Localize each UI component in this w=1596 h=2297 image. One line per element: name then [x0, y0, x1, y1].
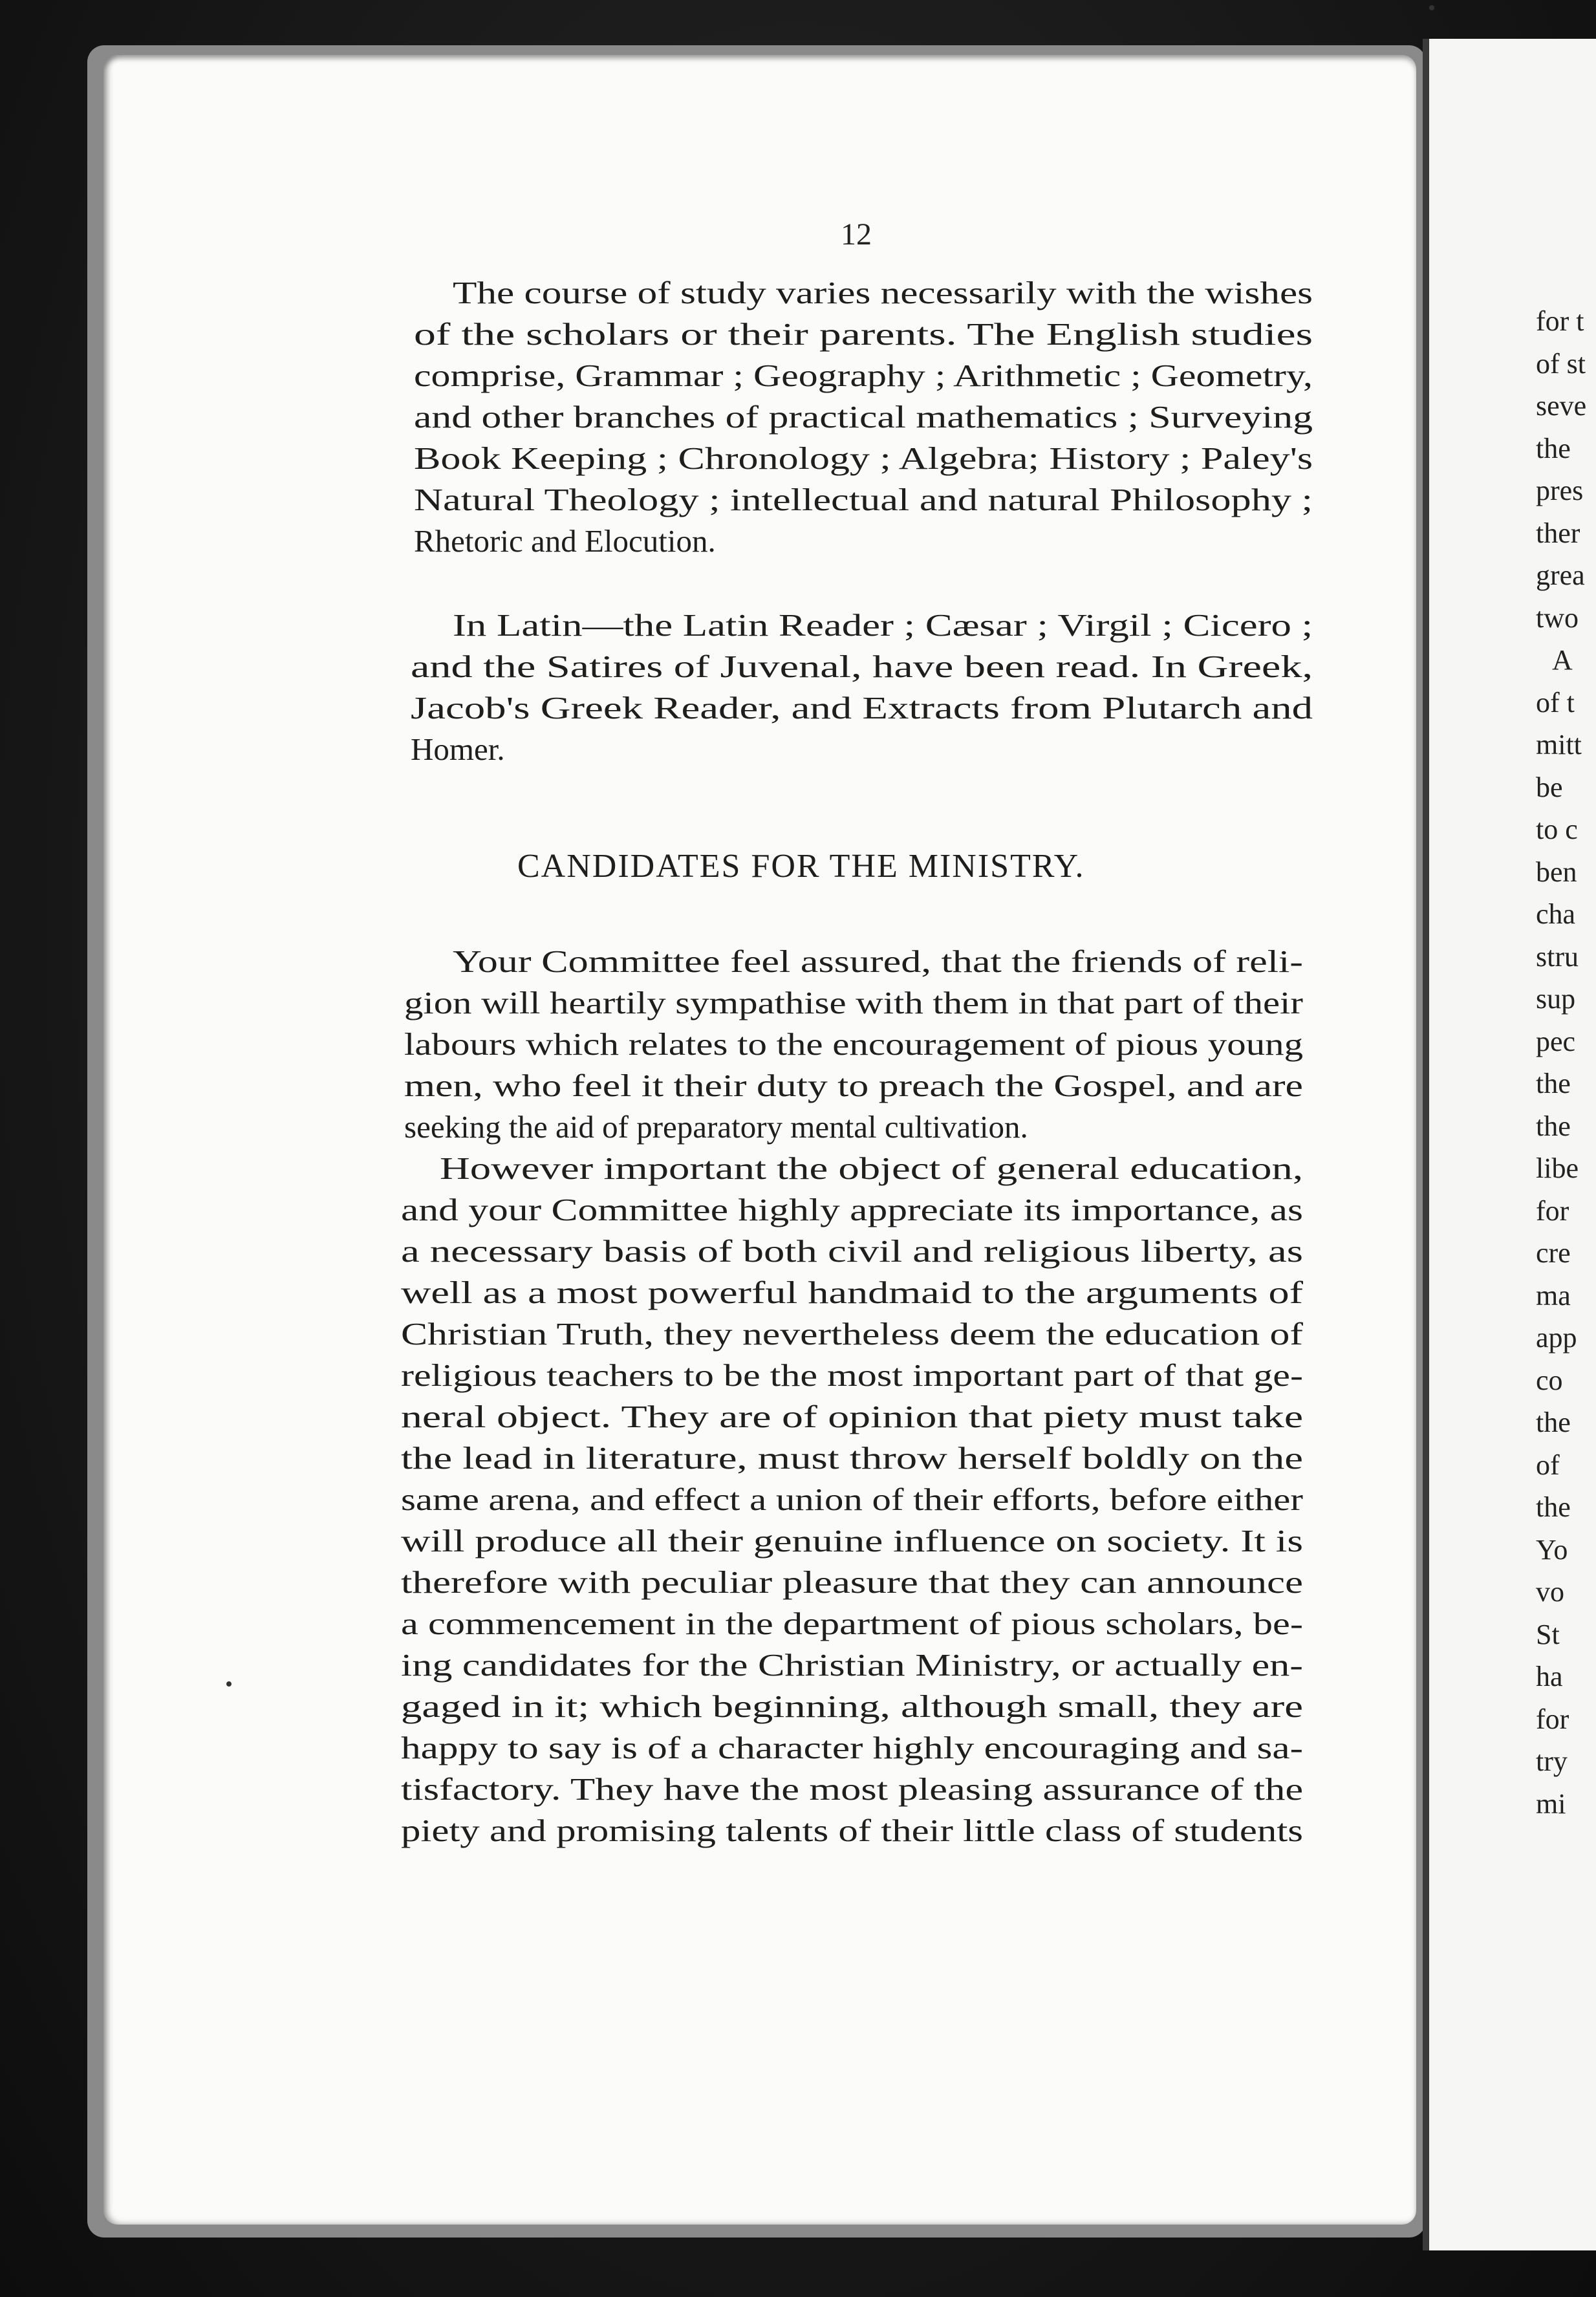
facing-page-fragment: libe — [1536, 1152, 1579, 1184]
facing-page-fragment: pres — [1536, 475, 1584, 506]
facing-page-fragment: the — [1536, 432, 1571, 464]
facing-page-fragment: sup — [1536, 983, 1576, 1015]
text-line: seeking the aid of preparatory mental cultivation. — [404, 1109, 1028, 1145]
facing-page-fragment: for — [1536, 1703, 1569, 1735]
text-line: Book Keeping ; Chronology ; Algebra; History ; Paley's — [414, 440, 1313, 476]
page-number: 12 — [841, 217, 872, 252]
text-line: In Latin—the Latin Reader ; Cæsar ; Virgil ; Cicero ; — [453, 607, 1313, 643]
text-line: Rhetoric and Elocution. — [414, 523, 716, 559]
text-line: men, who feel it their duty to preach the Gospel, and are — [404, 1068, 1303, 1103]
text-line: of the scholars or their parents. The English studies — [414, 316, 1313, 352]
facing-page-fragment: of t — [1536, 686, 1575, 718]
facing-page-fragment: cha — [1536, 898, 1576, 930]
text-line: ing candidates for the Christian Ministry, or actually en- — [401, 1647, 1303, 1683]
facing-page-fragment: grea — [1536, 559, 1585, 591]
text-line: happy to say is of a character highly encouraging and sa- — [401, 1730, 1303, 1765]
speck — [226, 1681, 232, 1687]
facing-page-fragment: Yo — [1536, 1533, 1568, 1566]
text-line: Your Committee feel assured, that the friends of reli- — [453, 944, 1304, 979]
facing-page-fragment: for t — [1536, 305, 1584, 337]
text-line: tisfactory. They have the most pleasing assurance of the — [401, 1771, 1304, 1807]
text-line: labours which relates to the encouragement of pious young — [404, 1026, 1304, 1062]
facing-page-fragment: ha — [1536, 1661, 1563, 1692]
text-line: comprise, Grammar ; Geography ; Arithmetic ; Geometry, — [414, 358, 1313, 393]
facing-page-fragment: the — [1536, 1110, 1571, 1142]
facing-page-fragment: the — [1536, 1407, 1571, 1438]
facing-page-fragment: ma — [1536, 1279, 1571, 1311]
text-line: Jacob's Greek Reader, and Extracts from Plutarch and — [411, 690, 1313, 726]
facing-page-fragment: seve — [1536, 390, 1587, 422]
facing-page-fragment: co — [1536, 1364, 1563, 1396]
facing-page-fragment: A — [1552, 644, 1573, 676]
text-line: a commencement in the department of pious scholars, be- — [401, 1606, 1303, 1641]
text-line: will produce all their genuine influence on society. It is — [401, 1523, 1303, 1558]
text-line: neral object. They are of opinion that piety must take — [401, 1399, 1304, 1434]
facing-page-fragment: of st — [1536, 347, 1586, 380]
text-line: Natural Theology ; intellectual and natural Philosophy ; — [414, 482, 1313, 517]
text-line: piety and promising talents of their little class of students — [401, 1813, 1303, 1848]
text-line: therefore with peculiar pleasure that they can announce — [401, 1564, 1303, 1600]
facing-page-fragment: two — [1536, 601, 1579, 634]
text-line: Christian Truth, they nevertheless deem the education of — [401, 1316, 1303, 1352]
text-line: gion will heartily sympathise with them in that part of their — [404, 985, 1303, 1020]
facing-page-fragment: the — [1536, 1491, 1571, 1523]
facing-page-fragment: try — [1536, 1745, 1568, 1777]
facing-page-fragment: mi — [1536, 1787, 1566, 1820]
text-line: Homer. — [411, 731, 505, 767]
text-line: and other branches of practical mathematics ; Surveying — [414, 399, 1313, 435]
facing-page-fragment: app — [1536, 1322, 1577, 1353]
facing-page-fragment: ben — [1536, 856, 1577, 888]
text-line: However important the object of general education, — [440, 1150, 1304, 1186]
text-line: and your Committee highly appreciate its importance, as — [401, 1192, 1303, 1227]
facing-page-fragment: St — [1536, 1618, 1560, 1650]
facing-page-fragment: mitt — [1536, 729, 1582, 760]
facing-page-fragment: be — [1536, 771, 1563, 803]
speck — [1429, 5, 1434, 10]
facing-page-fragment: to c — [1536, 814, 1578, 845]
text-line: well as a most powerful handmaid to the arguments of — [401, 1275, 1303, 1310]
facing-page-fragment: of — [1536, 1449, 1560, 1481]
facing-page-fragment: ther — [1536, 517, 1580, 549]
text-line: The course of study varies necessarily with the wishes — [453, 275, 1313, 310]
text-line: a necessary basis of both civil and religious liberty, as — [401, 1233, 1303, 1269]
facing-page-fragment: vo — [1536, 1576, 1564, 1608]
text-line: religious teachers to be the most important part of that ge- — [401, 1357, 1303, 1393]
facing-page-fragment: cre — [1536, 1237, 1571, 1269]
section-heading: CANDIDATES FOR THE MINISTRY. — [517, 848, 1085, 885]
facing-page-fragment: for — [1536, 1194, 1569, 1227]
text-line: the lead in literature, must throw herself boldly on the — [401, 1440, 1304, 1476]
facing-page-fragment: stru — [1536, 940, 1579, 973]
facing-page-fragment: the — [1536, 1068, 1571, 1099]
text-line: same arena, and effect a union of their efforts, before either — [401, 1482, 1303, 1517]
text-line: gaged in it; which beginning, although small, they are — [401, 1688, 1303, 1724]
facing-page-fragment: pec — [1536, 1025, 1576, 1057]
text-line: and the Satires of Juvenal, have been read. In Greek, — [411, 649, 1313, 684]
